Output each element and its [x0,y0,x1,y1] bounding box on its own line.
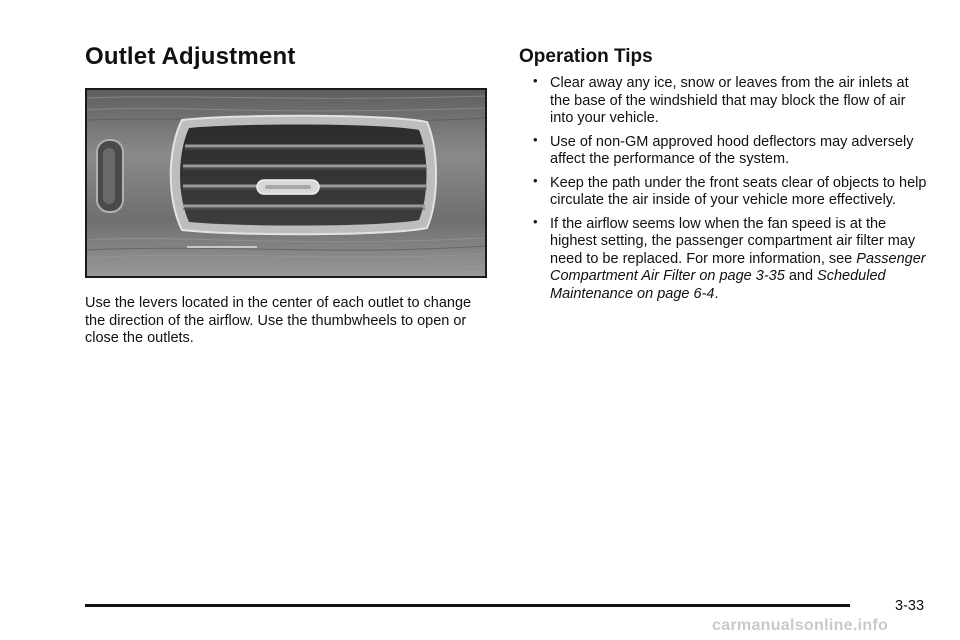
air-outlet-photo [85,88,487,278]
section-heading-outlet-adjustment: Outlet Adjustment [85,43,296,70]
cross-reference-link-air-filter[interactable]: Passenger Compartment Air Filter on page 3-35 [550,250,926,284]
section-heading-operation-tips: Operation Tips [519,46,653,67]
tip-text-connector: and [784,268,818,284]
bullet-icon: • [533,131,538,147]
bullet-icon: • [533,172,538,188]
bullet-icon: • [533,213,538,229]
tip-text: Clear away any ice, snow or leaves from the air inlets at the base of the windshield that may block the flow of air into your vehicle. [550,75,909,126]
tip-text: If the airflow seems low when the fan speed is at the highest setting, the passenger compartment air filter may need to be replaced. For more information, see [550,215,916,267]
bullet-icon: • [533,73,538,88]
operation-tips-list [530,75,930,309]
list-item [530,75,930,128]
list-item [530,172,930,210]
list-item [530,213,930,304]
footer-rule [85,604,850,607]
tip-text: Use of non-GM approved hood deflectors may adversely affect the performance of the system. [550,133,914,167]
page-number: 3-33 [895,598,925,614]
tip-text-end: . [714,285,719,302]
cross-reference-link-scheduled-maintenance[interactable]: Scheduled Maintenance on page 6-4 [550,268,886,302]
list-item [530,131,930,169]
outlet-adjustment-text: Use the levers located in the center of each outlet to change the direction of the airflow. Use the thumbwheels to open or close the outlets. [85,295,472,346]
air-outlet-illustration [87,90,485,276]
watermark: carmanualsonline.info [712,617,889,634]
tip-text: Keep the path under the front seats clear of objects to help circulate the air inside of your vehicle more effectively. [550,174,927,208]
